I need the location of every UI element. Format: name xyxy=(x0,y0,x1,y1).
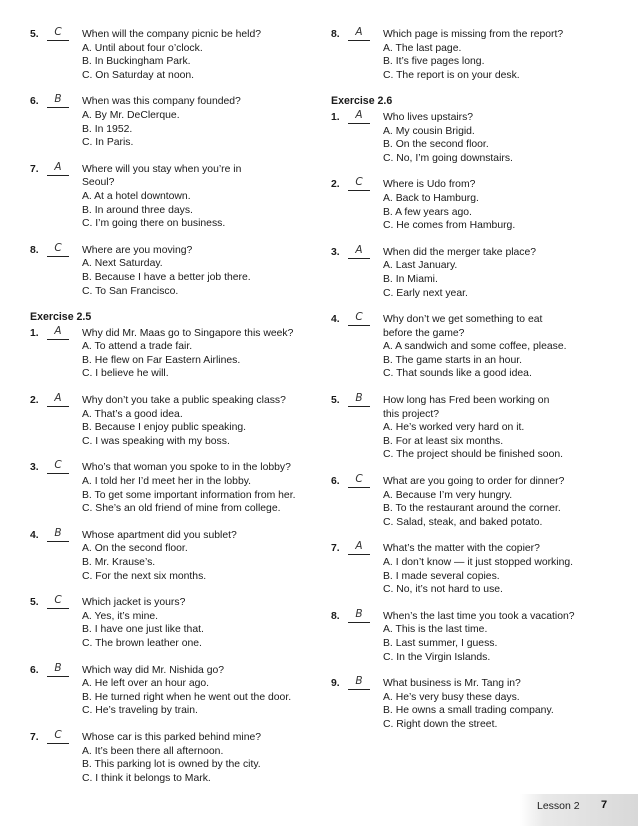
option-a: A. By Mr. DeClerque. xyxy=(82,109,180,121)
option-b: B. Because I have a better job there. xyxy=(82,271,251,283)
option-b: B. Last summer, I guess. xyxy=(383,637,498,649)
question-block xyxy=(30,95,320,149)
answer-blank: A xyxy=(47,392,69,407)
question-number: 7. xyxy=(331,543,340,555)
question-block xyxy=(30,394,320,448)
question-block xyxy=(30,461,320,515)
answer-blank: C xyxy=(47,26,69,41)
answer-blank: B xyxy=(348,392,370,407)
exercise-heading: Exercise 2.6 xyxy=(331,95,393,108)
answer-blank: B xyxy=(348,608,370,623)
question-block xyxy=(30,596,320,650)
option-c: C. The project should be finished soon. xyxy=(383,449,564,461)
option-a: A. I told her I’d meet her in the lobby. xyxy=(82,476,252,488)
option-b: B. He turned right when he went out the door. xyxy=(82,691,292,703)
question-text: When’s the last time you took a vacation? xyxy=(383,610,575,622)
question-block xyxy=(30,160,320,231)
answer-blank: C xyxy=(47,594,69,609)
question-block xyxy=(331,677,621,731)
question-text: Why don’t we get something to eat before the game? xyxy=(383,314,543,339)
option-b: B. To get some important information from her. xyxy=(82,489,296,501)
option-c: C. I believe he will. xyxy=(82,368,169,380)
option-c: C. Early next year. xyxy=(383,287,468,299)
option-a: A. Because I’m very hungry. xyxy=(383,489,513,501)
answer-blank: B xyxy=(348,675,370,690)
question-number: 6. xyxy=(30,664,39,676)
question-text: Where will you stay when you’re in Seoul? xyxy=(82,163,242,189)
question-block xyxy=(331,394,621,462)
question-number: 2. xyxy=(331,179,340,191)
option-a: A. A sandwich and some coffee, please. xyxy=(383,341,567,353)
question-number: 4. xyxy=(331,314,340,326)
option-b: B. To the restaurant around the corner. xyxy=(383,503,561,515)
right-column xyxy=(331,28,621,732)
question-text: Which jacket is yours? xyxy=(82,597,186,609)
option-b: B. Mr. Krause’s. xyxy=(82,557,156,568)
question-text: What are you going to order for dinner? xyxy=(383,476,565,488)
option-c: C. To San Francisco. xyxy=(82,285,179,297)
answer-blank: A xyxy=(47,325,69,340)
option-b: B. In around three days. xyxy=(82,204,193,216)
option-b: B. This parking lot is owned by the city. xyxy=(82,759,261,771)
option-c: C. I think it belongs to Mark. xyxy=(82,772,211,784)
answer-blank: C xyxy=(47,242,69,257)
option-a: A. Back to Hamburg. xyxy=(383,192,479,204)
question-block xyxy=(30,728,320,785)
question-number: 8. xyxy=(331,29,340,40)
option-a: A. My cousin Brigid. xyxy=(383,125,475,137)
option-b: B. Because I enjoy public speaking. xyxy=(82,422,247,434)
question-number: 8. xyxy=(30,244,39,256)
option-c: C. The brown leather one. xyxy=(82,637,202,649)
question-block xyxy=(331,28,621,82)
answer-blank: C xyxy=(47,459,69,474)
question-text: Why did Mr. Maas go to Singapore this week? xyxy=(82,327,294,339)
question-number: 7. xyxy=(30,163,39,175)
question-block xyxy=(30,324,320,381)
question-text: Which page is missing from the report? xyxy=(383,29,564,40)
option-c: C. In Paris. xyxy=(82,137,134,149)
question-text: Which way did Mr. Nishida go? xyxy=(82,664,225,676)
page-number: 7 xyxy=(601,799,608,811)
answer-blank: C xyxy=(348,473,370,488)
question-text: How long has Fred been working on this project? xyxy=(383,395,550,420)
answer-blank: B xyxy=(47,93,69,108)
option-a: A. To attend a trade fair. xyxy=(82,341,193,353)
option-c: C. Right down the street. xyxy=(383,718,498,730)
option-a: A. He left over an hour ago. xyxy=(82,678,210,690)
option-b: B. He flew on Far Eastern Airlines. xyxy=(82,354,241,366)
question-text: Where is Udo from? xyxy=(383,179,476,191)
question-text: When did the merger take place? xyxy=(383,246,537,258)
question-text: Why don’t you take a public speaking class? xyxy=(82,395,286,407)
option-c: C. No, it’s not hard to use. xyxy=(383,584,503,596)
option-a: A. He’s very busy these days. xyxy=(383,691,520,703)
question-block xyxy=(331,542,621,596)
question-text: Whose car is this parked behind mine? xyxy=(82,731,262,743)
option-a: A. On the second floor. xyxy=(82,543,188,555)
question-number: 5. xyxy=(30,597,39,609)
answer-blank: A xyxy=(348,540,370,555)
option-a: A. This is the last time. xyxy=(383,624,488,636)
option-c: C. No, I’m going downstairs. xyxy=(383,152,513,164)
answer-blank: A xyxy=(348,26,370,41)
question-number: 6. xyxy=(331,476,340,488)
option-c: C. I was speaking with my boss. xyxy=(82,435,230,447)
option-b: B. I made several copies. xyxy=(383,570,500,582)
option-c: C. In the Virgin Islands. xyxy=(383,651,491,663)
option-b: B. I have one just like that. xyxy=(82,624,204,636)
option-a: A. The last page. xyxy=(383,42,462,54)
option-a: A. It’s been there all afternoon. xyxy=(82,745,224,757)
question-number: 1. xyxy=(30,327,39,339)
answer-blank: A xyxy=(348,244,370,259)
option-b: B. For at least six months. xyxy=(383,435,504,447)
question-number: 1. xyxy=(331,111,340,123)
question-block xyxy=(331,607,621,664)
question-number: 8. xyxy=(331,610,340,622)
question-text: Who’s that woman you spoke to in the lobby? xyxy=(82,462,291,474)
option-b: B. In Miami. xyxy=(383,273,438,285)
question-text: When will the company picnic be held? xyxy=(82,29,262,40)
answer-blank: A xyxy=(47,161,69,176)
question-number: 3. xyxy=(30,462,39,474)
question-text: Where are you moving? xyxy=(82,244,193,256)
question-block xyxy=(30,526,320,583)
option-c: C. On Saturday at noon. xyxy=(82,69,195,81)
option-a: A. Last January. xyxy=(383,260,458,272)
option-b: B. In Buckingham Park. xyxy=(82,56,191,68)
option-a: A. Until about four o’clock. xyxy=(82,42,203,54)
option-c: C. He’s traveling by train. xyxy=(82,705,198,717)
question-block xyxy=(30,661,320,718)
option-a: A. He’s worked very hard on it. xyxy=(383,422,525,434)
answer-blank: B xyxy=(47,662,69,677)
footer-lesson-label: Lesson 2 xyxy=(537,800,580,812)
option-a: A. Yes, it’s mine. xyxy=(82,610,159,622)
option-c: C. For the next six months. xyxy=(82,570,207,582)
question-number: 6. xyxy=(30,96,39,108)
option-b: B. On the second floor. xyxy=(383,139,489,151)
question-number: 5. xyxy=(331,395,340,407)
option-c: C. That sounds like a good idea. xyxy=(383,368,532,380)
question-block xyxy=(331,313,621,381)
question-block xyxy=(331,108,621,165)
option-b: B. In 1952. xyxy=(82,123,133,135)
option-c: C. Salad, steak, and baked potato. xyxy=(383,516,543,528)
question-block xyxy=(30,28,320,82)
option-b: B. It’s five pages long. xyxy=(383,56,485,68)
answer-blank: C xyxy=(47,729,69,744)
question-block xyxy=(331,243,621,300)
answer-blank: B xyxy=(47,527,69,542)
question-number: 3. xyxy=(331,246,340,258)
question-number: 5. xyxy=(30,29,39,40)
option-b: B. He owns a small trading company. xyxy=(383,705,554,717)
option-b: B. The game starts in an hour. xyxy=(383,354,523,366)
question-block xyxy=(331,178,621,232)
question-block xyxy=(30,241,320,298)
option-c: C. She’s an old friend of mine from college. xyxy=(82,503,281,515)
exercise-heading: Exercise 2.5 xyxy=(30,311,92,324)
question-text: What’s the matter with the copier? xyxy=(383,543,540,555)
option-b: B. A few years ago. xyxy=(383,206,472,218)
question-text: What business is Mr. Tang in? xyxy=(383,678,521,690)
question-text: When was this company founded? xyxy=(82,96,241,108)
answer-blank: C xyxy=(348,176,370,191)
question-number: 4. xyxy=(30,529,39,541)
option-c: C. The report is on your desk. xyxy=(383,69,520,81)
question-text: Whose apartment did you sublet? xyxy=(82,529,237,541)
option-c: C. He comes from Hamburg. xyxy=(383,220,516,232)
answer-blank: A xyxy=(348,109,370,124)
question-text: Who lives upstairs? xyxy=(383,111,474,123)
option-a: A. Next Saturday. xyxy=(82,258,163,270)
question-block xyxy=(331,475,621,529)
question-number: 2. xyxy=(30,395,39,407)
option-c: C. I’m going there on business. xyxy=(82,218,226,230)
option-a: A. At a hotel downtown. xyxy=(82,190,191,202)
question-number: 7. xyxy=(30,731,39,743)
question-number: 9. xyxy=(331,678,340,690)
answer-blank: C xyxy=(348,311,370,326)
option-a: A. That’s a good idea. xyxy=(82,408,183,420)
option-a: A. I don’t know — it just stopped working. xyxy=(383,557,574,568)
left-column xyxy=(30,28,320,785)
